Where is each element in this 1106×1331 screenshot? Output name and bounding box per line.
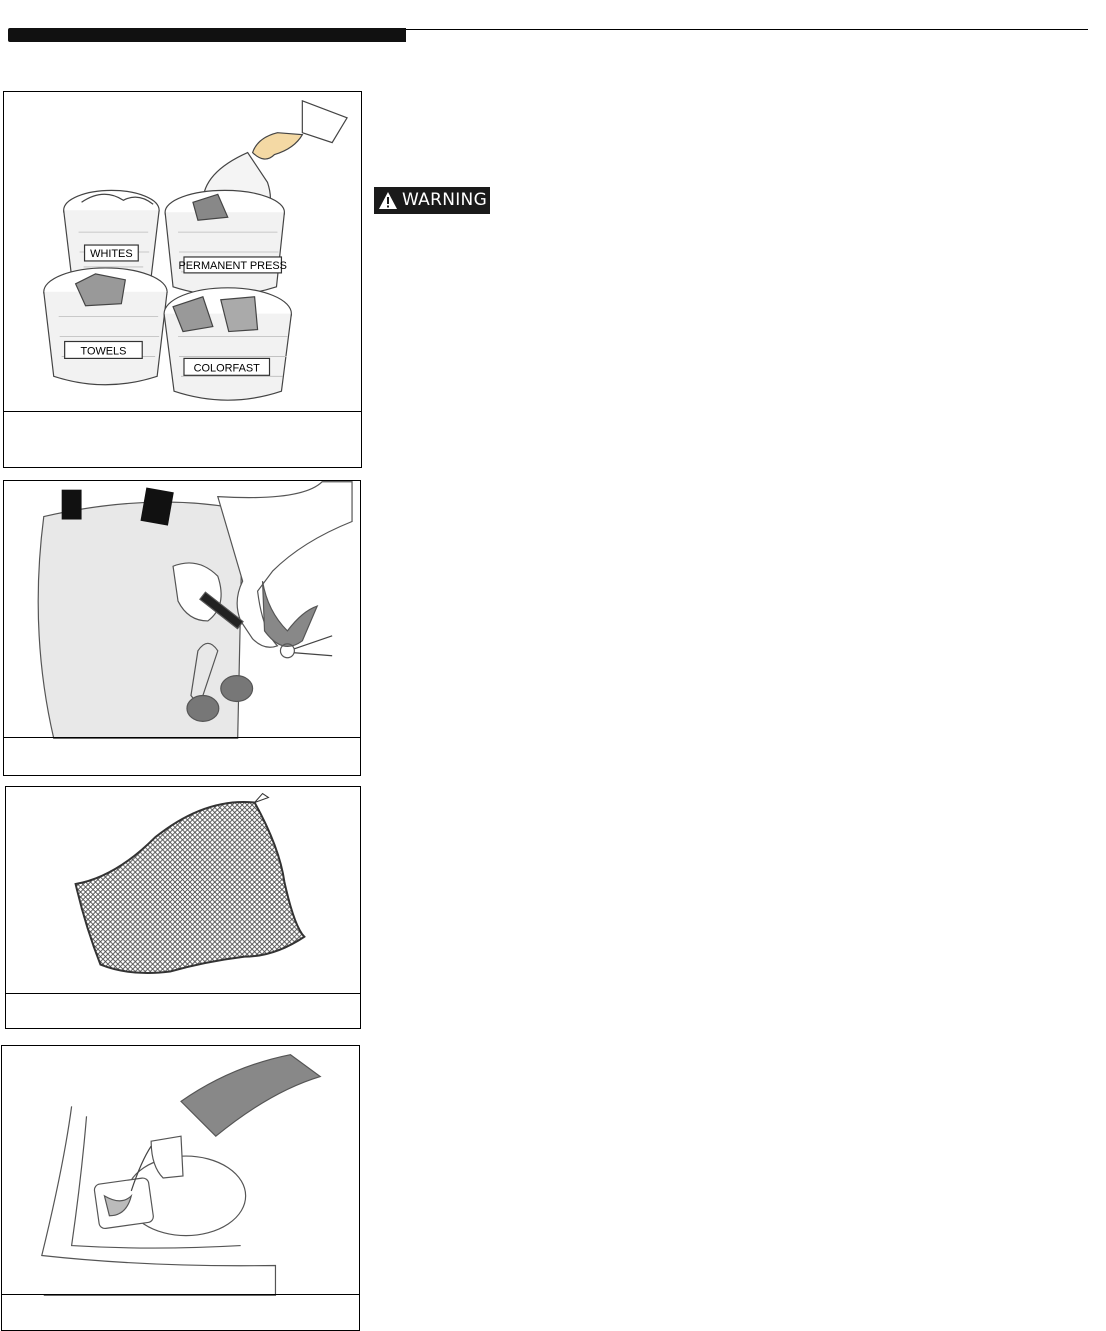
pour-detergent-illustration [2,1046,359,1296]
figure-caption [6,993,360,1028]
warning-text: WARNING [402,190,488,210]
figure-caption [2,1294,359,1330]
header-rule [406,29,1088,30]
basket-label-towels: TOWELS [80,345,127,358]
figure-caption [4,737,360,775]
basket-label-permanent-press: PERMANENT PRESS [178,259,287,272]
warning-label [374,187,490,214]
mesh-bag-illustration [6,787,360,995]
figure-pour-detergent [1,1045,360,1331]
warning-triangle-icon [378,191,398,211]
header-bar [8,28,406,42]
empty-pockets-illustration [4,481,360,739]
figure-mesh-bag [5,786,361,1029]
figure-sorting-laundry [3,91,362,468]
basket-label-whites: WHITES [90,247,133,260]
figure-empty-pockets [3,480,361,776]
figure-caption [4,411,361,467]
laundry-baskets-illustration [4,92,361,413]
basket-label-colorfast: COLORFAST [193,362,260,375]
